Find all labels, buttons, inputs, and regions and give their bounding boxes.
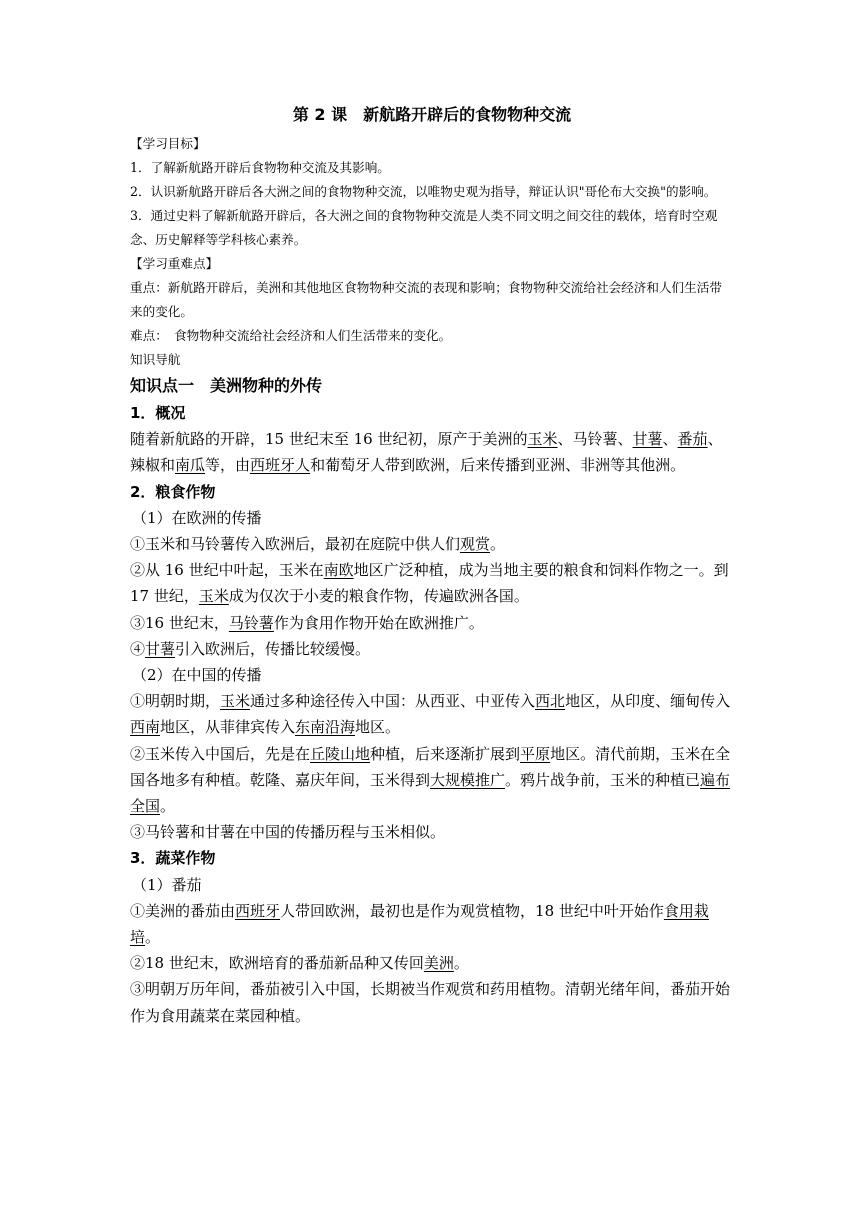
s2-china-3: ③马铃薯和甘薯在中国的传播历程与玉米相似。 [130,823,446,842]
s2-china-1: ①明朝时期，玉米通过多种途径传入中国：从西亚、中亚传入西北地区，从印度、缅甸传入西南地区，从菲律宾传入东南沿海地区。 [130,692,731,737]
objectives-section [130,132,734,372]
s2-sub2: （2）在中国的传播 [132,666,262,685]
knowledge-point-1 [130,372,734,1029]
s1-heading: 1．概况 [130,404,186,422]
key-point: 重点：新航路开辟后，美洲和其他地区食物物种交流的表现和影响；食物物种交流给社会经济和人们生活带来的变化。 [130,280,722,319]
s3-tomato-2: ②18 世纪末，欧洲培育的番茄新品种又传回美洲。 [130,954,469,973]
nav-label: 知识导航 [130,352,181,367]
objective-item-3: 3．通过史料了解新航路开辟后，各大洲之间的食物物种交流是人类不同文明之间交往的载体，培育时空观念、历史解释等学科核心素养。 [130,208,718,247]
s2-europe-1: ①玉米和马铃薯传入欧洲后，最初在庭院中供人们观赏。 [130,535,506,554]
s2-china-2: ②玉米传入中国后，先是在丘陵山地种植，后来逐渐扩展到平原地区。清代前期，玉米在全国各地多有种植。乾隆、嘉庆年间，玉米得到大规模推广。鸦片战争前，玉米的种植已遍布全国。 [130,744,731,816]
s1-paragraph: 随着新航路的开辟，15 世纪末至 16 世纪初，原产于美洲的玉米、马铃薯、甘薯、番茄、辣椒和南瓜等，由西班牙人和葡萄牙人带到欧洲，后来传播到亚洲、非洲等其他洲。 [130,430,723,475]
kp1-title: 知识点一 美洲物种的外传 [130,376,323,395]
objective-item-1: 1．了解新航路开辟后食物物种交流及其影响。 [130,160,390,175]
document-content [130,104,734,1029]
difficult-point: 难点： 食物物种交流给社会经济和人们生活带来的变化。 [130,328,452,343]
objectives-heading: 【学习目标】 [130,136,206,151]
s3-sub1: （1）番茄 [132,875,202,894]
s3-tomato-3: ③明朝万历年间，番茄被引入中国，长期被当作观赏和药用植物。清朝光绪年间，番茄开始作为食用蔬菜在菜园种植。 [130,980,731,1025]
s3-tomato-1: ①美洲的番茄由西班牙人带回欧洲，最初也是作为观赏植物，18 世纪中叶开始作食用栽培。 [130,901,709,947]
s2-sub1: （1）在欧洲的传播 [132,508,262,527]
s3-heading: 3．蔬菜作物 [130,849,216,868]
s2-europe-2: ②从 16 世纪中叶起，玉米在南欧地区广泛种植，成为当地主要的粮食和饲料作物之一。到 17 世纪，玉米成为仅次于小麦的粮食作物，传遍欧洲各国。 [130,561,729,606]
s2-heading: 2．粮食作物 [130,482,216,501]
s2-europe-4: ④甘薯引入欧洲后，传播比较缓慢。 [130,639,371,658]
s2-europe-3: ③16 世纪末，马铃薯作为食用作物开始在欧洲推广。 [130,613,484,632]
lesson-title: 第 2 课 新航路开辟后的食物物种交流 [292,105,572,124]
objective-item-2: 2．认识新航路开辟后各大洲之间的食物物种交流，以唯物史观为指导，辩证认识"哥伦布大交换"的影响。 [130,184,717,199]
key-points-heading: 【学习重难点】 [130,256,219,271]
